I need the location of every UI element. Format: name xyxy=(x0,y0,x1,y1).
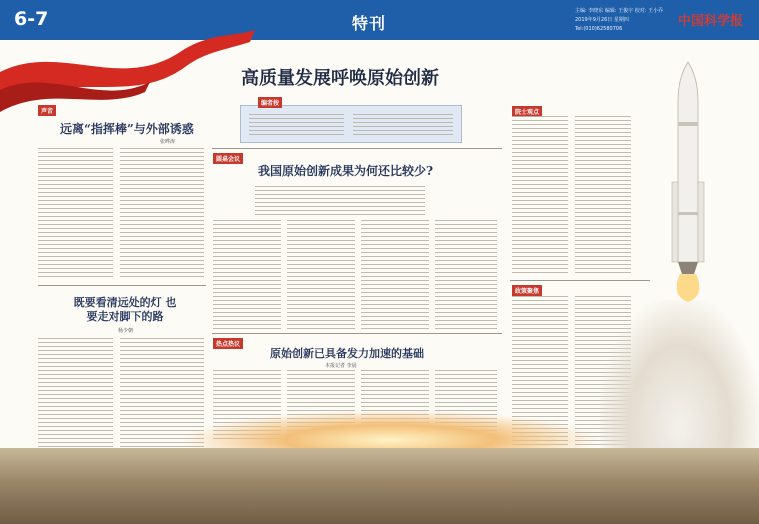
article-title: 原始创新已具备发力加速的基础 xyxy=(270,347,424,360)
launch-ground xyxy=(0,448,759,524)
header-meta-line: Tel:(010)62580706 xyxy=(575,26,623,32)
editor-note-label: 编者按 xyxy=(258,97,282,108)
category-label: 圆桌会议 xyxy=(213,153,243,164)
header-meta-line: 2019年9月26日 星期四 xyxy=(575,17,629,23)
guest-list xyxy=(255,186,425,216)
editor-note-box xyxy=(240,105,462,143)
article-byline: 本报记者 李晨 xyxy=(325,363,357,369)
category-label: 热点热议 xyxy=(213,338,243,349)
masthead-logo: 中国科学报 xyxy=(678,14,744,29)
article-byline: 杨少朝 xyxy=(118,328,134,334)
page-number: 6-7 xyxy=(14,8,49,30)
header-meta xyxy=(575,7,675,34)
category-label: 声音 xyxy=(38,105,56,116)
rocket-image xyxy=(668,62,708,302)
page-headline: 高质量发展呼唤原始创新 xyxy=(241,68,439,89)
category-label: 院士观点 xyxy=(512,106,542,117)
header-meta-line: 主编: 李晓东 编辑: 王俊宇 校对: 王小乔 xyxy=(575,8,664,14)
article-title: 既要看清远处的灯 也要走对脚下的路 xyxy=(73,296,177,323)
section-title: 特刊 xyxy=(352,14,387,33)
article-byline: 张晔涛 xyxy=(160,139,176,145)
article-title: 远离“指挥棒”与外部诱惑 xyxy=(60,122,194,136)
article-title: 我国原始创新成果为何还比较少? xyxy=(258,164,434,178)
category-label: 政策聚焦 xyxy=(512,285,542,296)
